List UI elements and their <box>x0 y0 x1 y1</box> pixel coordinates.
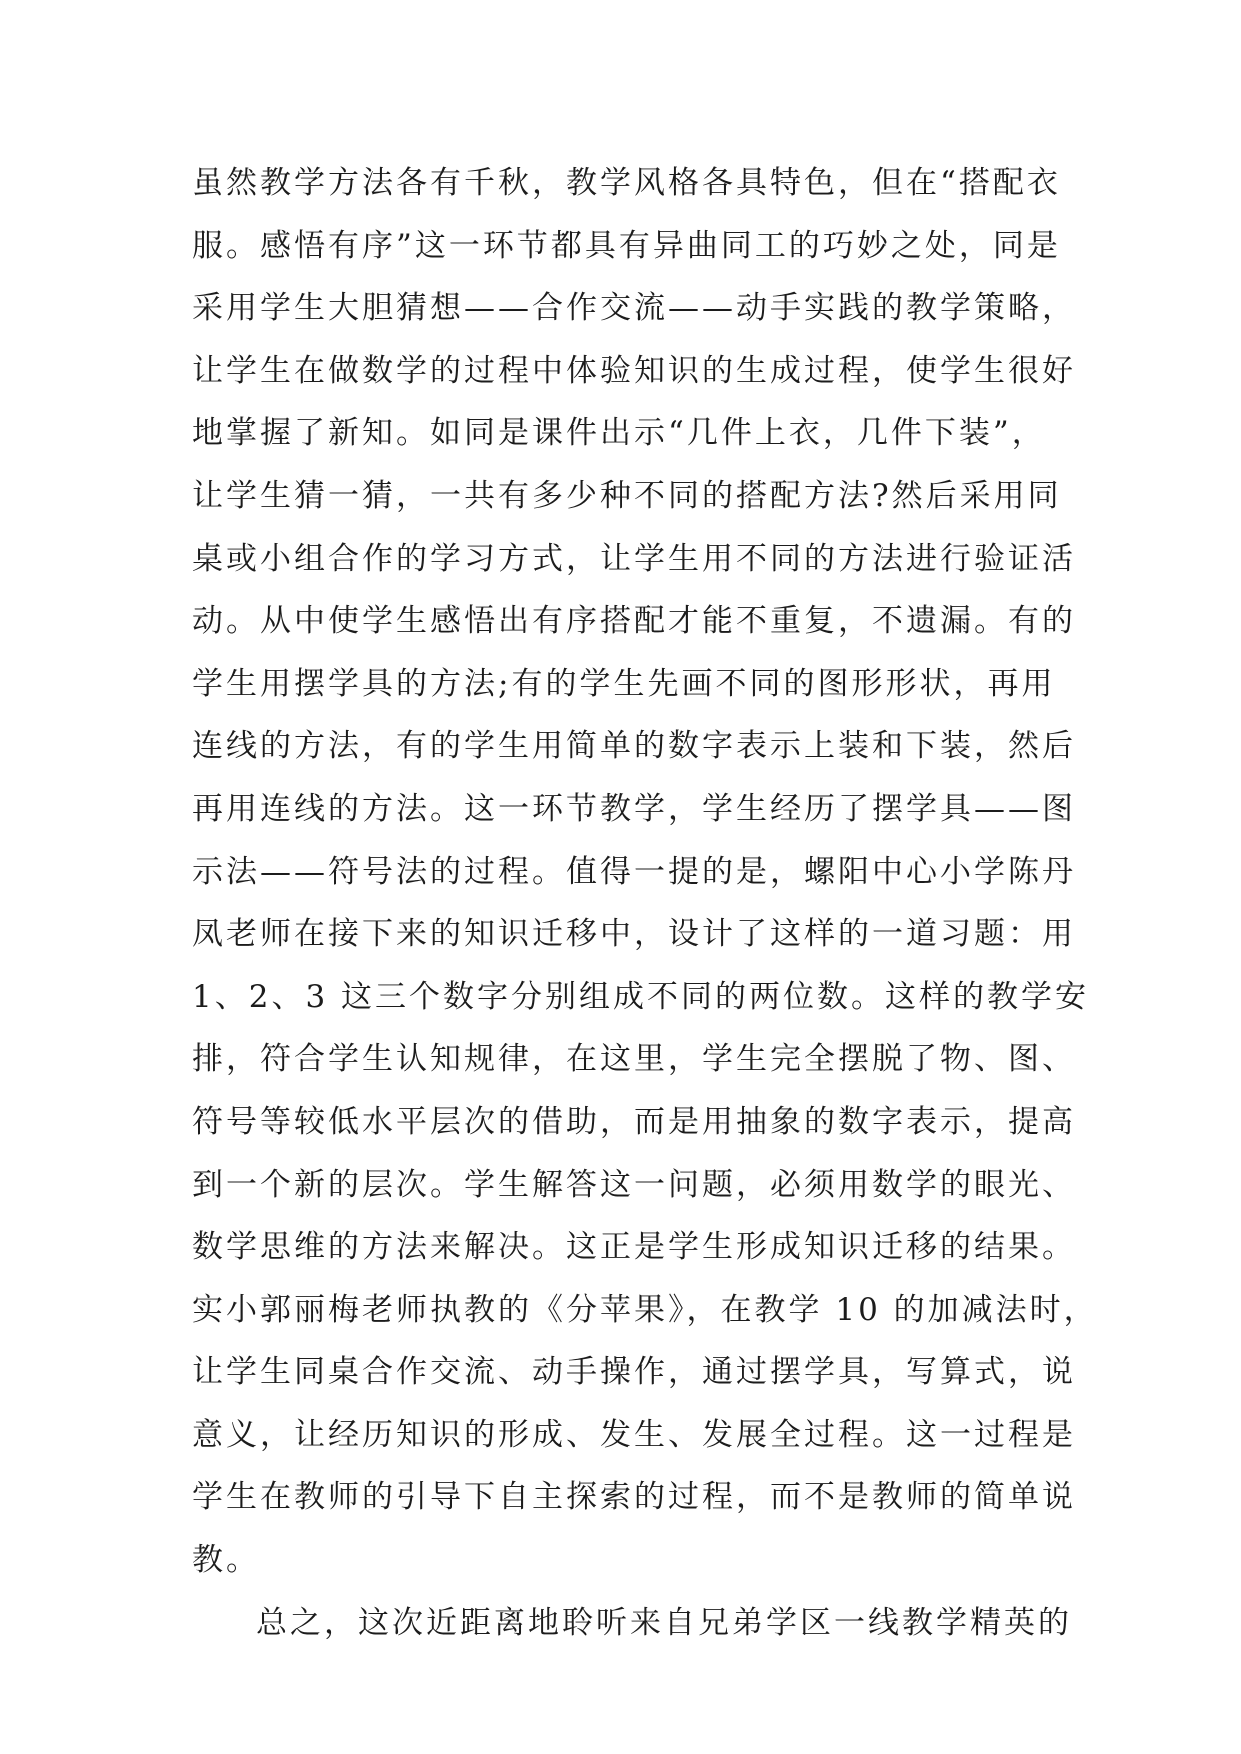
text-line: 再用连线的方法。这一环节教学，学生经历了摆学具——图 <box>192 790 1076 827</box>
text-line: 1、2、3 这三个数字分别组成不同的两位数。这样的教学安 <box>192 978 1090 1015</box>
text-line: 到一个新的层次。学生解答这一问题，必须用数学的眼光、 <box>192 1166 1076 1203</box>
text-line: 让学生猜一猜，一共有多少种不同的搭配方法?然后采用同 <box>192 477 1062 514</box>
text-line: 意义，让经历知识的形成、发生、发展全过程。这一过程是 <box>192 1416 1076 1453</box>
paragraph-start-line: 总之，这次近距离地聆听来自兄弟学区一线教学精英的 <box>256 1604 1072 1641</box>
text-line: 桌或小组合作的学习方式，让学生用不同的方法进行验证活 <box>192 540 1076 577</box>
text-line: 凤老师在接下来的知识迁移中，设计了这样的一道习题：用 <box>192 916 1076 953</box>
text-line: 数学思维的方法来解决。这正是学生形成知识迁移的结果。 <box>192 1229 1076 1266</box>
text-line: 采用学生大胆猜想——合作交流——动手实践的教学策略， <box>192 290 1076 327</box>
text-line: 实小郭丽梅老师执教的《分苹果》，在教学 10 的加减法时， <box>192 1291 1098 1328</box>
text-line: 服。感悟有序”这一环节都具有异曲同工的巧妙之处，同是 <box>192 227 1061 264</box>
body-text <box>192 152 1098 1654</box>
text-line: 虽然教学方法各有千秋，教学风格各具特色，但在“搭配衣 <box>192 165 1061 201</box>
text-line: 让学生同桌合作交流、动手操作，通过摆学具，写算式，说 <box>192 1354 1076 1391</box>
text-line: 教。 <box>192 1542 260 1579</box>
text-line: 地掌握了新知。如同是课件出示“几件上衣，几件下装”， <box>192 415 1046 452</box>
text-line: 符号等较低水平层次的借助，而是用抽象的数字表示，提高 <box>192 1103 1076 1140</box>
text-line: 让学生在做数学的过程中体验知识的生成过程，使学生很好 <box>192 352 1076 389</box>
text-line: 学生用摆学具的方法;有的学生先画不同的图形形状，再用 <box>192 665 1056 702</box>
text-line: 示法——符号法的过程。值得一提的是，螺阳中心小学陈丹 <box>192 853 1076 890</box>
text-line: 学生在教师的引导下自主探索的过程，而不是教师的简单说 <box>192 1479 1076 1516</box>
text-line: 连线的方法，有的学生用简单的数字表示上装和下装，然后 <box>192 728 1076 765</box>
text-line: 排，符合学生认知规律，在这里，学生完全摆脱了物、图、 <box>192 1041 1076 1078</box>
text-line: 动。从中使学生感悟出有序搭配才能不重复，不遗漏。有的 <box>192 603 1076 640</box>
